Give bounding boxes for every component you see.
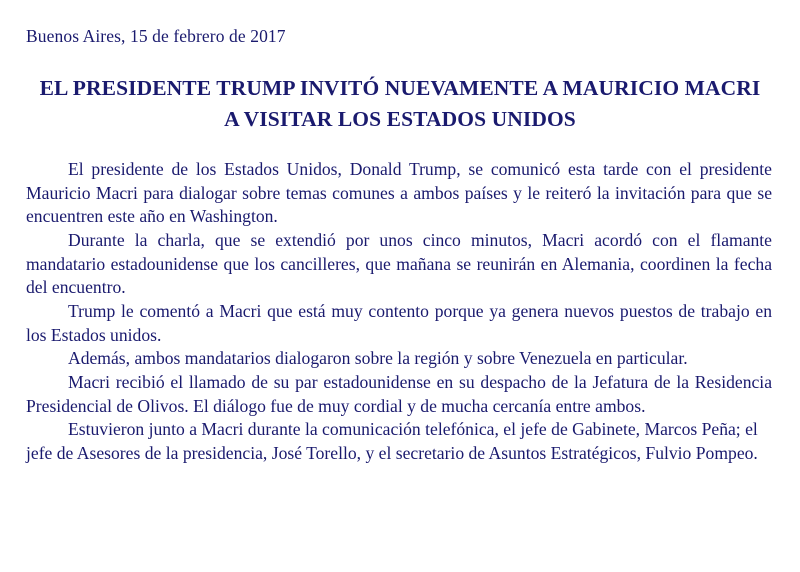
paragraph: Durante la charla, que se extendió por unos cinco minutos, Macri acordó con el flamante mandatario estadounidense que los cancilleres, que mañana se reunirán en Alemania, coordinen la fecha del encuentro. [26,230,772,298]
paragraph: Trump le comentó a Macri que está muy contento porque ya genera nuevos puestos de trabajo en los Estados unidos. [26,300,772,345]
dateline: Buenos Aires, 15 de febrero de 2017 [26,26,286,46]
page-title [22,73,778,134]
paragraph: Macri recibió el llamado de su par estadounidense en su despacho de la Jefatura de la Residencia Presidencial de Olivos. El diálogo fue de muy cordial y de mucha cercanía entre ambos. [26,371,772,416]
paragraph: Estuvieron junto a Macri durante la comunicación telefónica, el jefe de Gabinete, Marcos Peña; el jefe de Asesores de la presidencia, José Torello, y el secretario de Asuntos Estratégicos, Fulvio Pompeo. [26,419,758,463]
headline-line-1: EL PRESIDENTE TRUMP INVITÓ NUEVAMENTE A MAURICIO MACRI [39,76,761,100]
body-copy [22,158,778,466]
paragraph: El presidente de los Estados Unidos, Donald Trump, se comunicó esta tarde con el presidente Mauricio Macri para dialogar sobre temas comunes a ambos países y le reiteró la invitación para que se encuentren este año en Washington. [26,159,772,227]
headline-line-2: A VISITAR LOS ESTADOS UNIDOS [224,106,576,131]
paragraph: Además, ambos mandatarios dialogaron sobre la región y sobre Venezuela en particular. [68,348,688,369]
